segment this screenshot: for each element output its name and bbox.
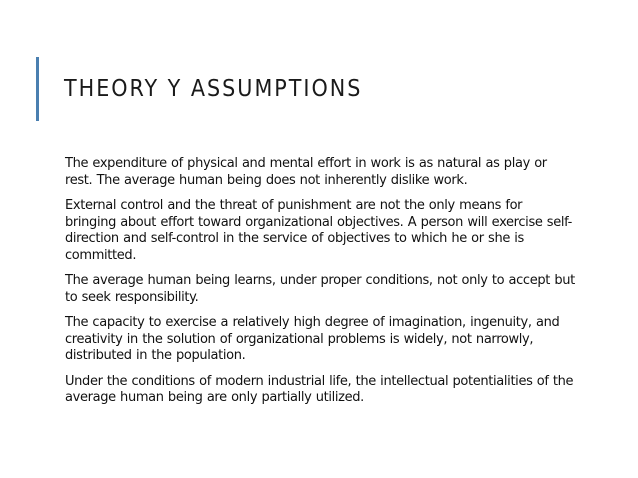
paragraph-self-direction: External control and the threat of punishment are not the only means for bringing about effort toward organizational objectives. A person will exercise self-direction and self-control in the service of objectives to which he or she is committed. [65, 198, 572, 263]
title-accent-bar [36, 57, 39, 121]
paragraph-responsibility: The average human being learns, under proper conditions, not only to accept but to seek responsibility. [65, 273, 575, 305]
paragraph-effort-natural: The expenditure of physical and mental effort in work is as natural as play or rest. The average human being does not inherently dislike work. [65, 156, 547, 188]
slide-body [65, 156, 575, 416]
slide-title: THEORY Y ASSUMPTIONS [64, 76, 363, 102]
paragraph-potentialities: Under the conditions of modern industrial life, the intellectual potentialities of the average human being are only partially utilized. [65, 373, 574, 405]
paragraph-creativity: The capacity to exercise a relatively high degree of imagination, ingenuity, and creativity in the solution of organizational problems is widely, not narrowly, distributed in the population. [65, 315, 560, 363]
